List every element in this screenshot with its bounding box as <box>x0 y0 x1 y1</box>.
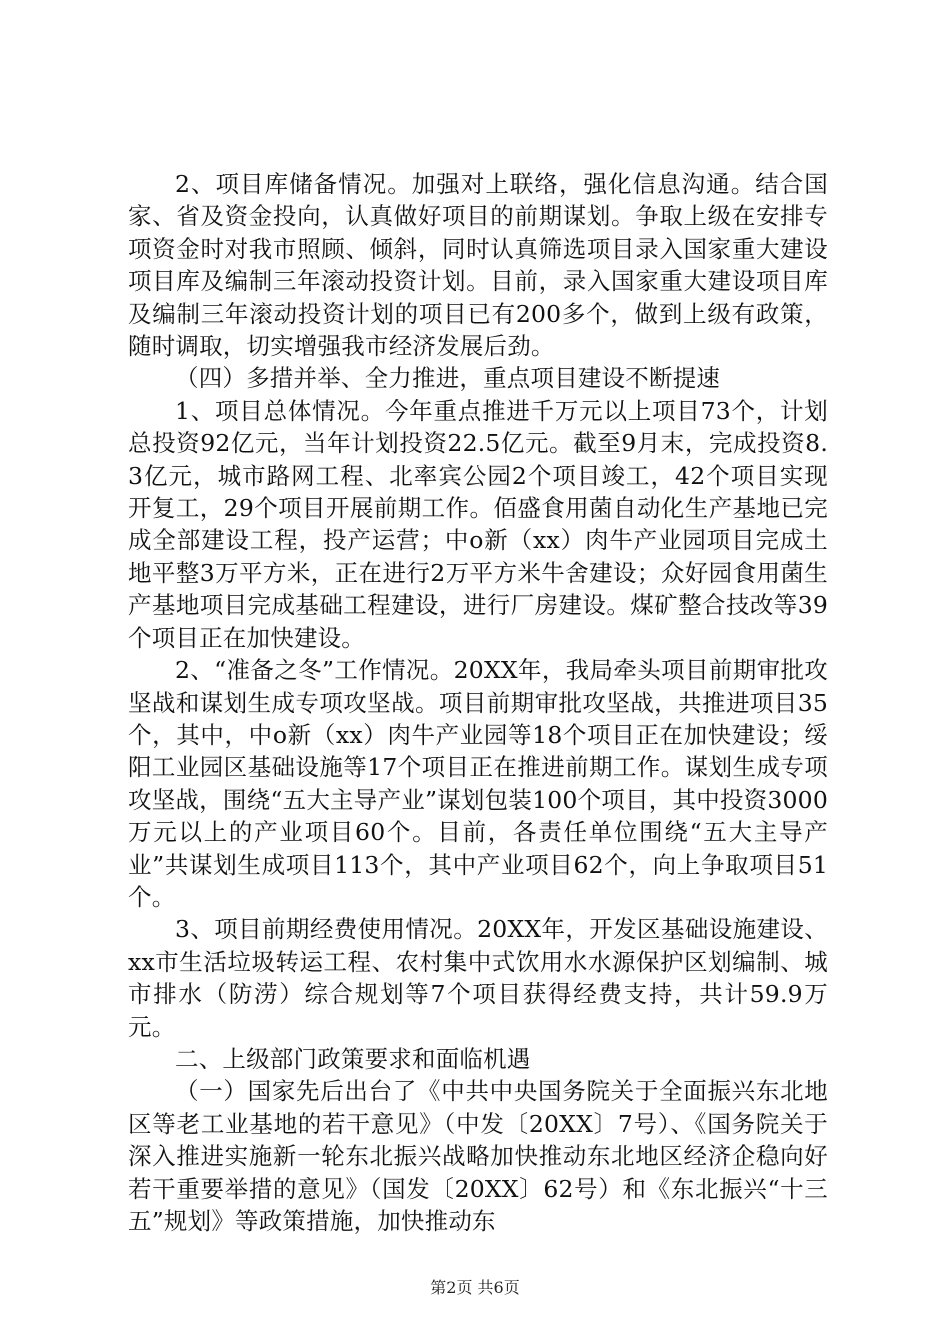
paragraph-preliminary-funds: 3、项目前期经费使用情况。20XX年，开发区基础设施建设、xx市生活垃圾转运工程、农村集中式饮用水水源保护区划编制、城市排水（防涝）综合规划等7个项目获得经费支持，共计59.9万元。 <box>128 915 828 1041</box>
paragraph-winter-preparation: 2、“准备之冬”工作情况。20XX年，我局牵头项目前期审批攻坚战和谋划生成专项攻坚战。项目前期审批攻坚战，共推进项目35个，其中，中o新（xx）肉牛产业园等18个项目正在加快建设；绥阳工业园区基础设施等17个项目正在推进前期工作。谋划生成专项攻坚战，围绕“五大主导产业”谋划包装100个项目，其中投资3000万元以上的产业项目60个。目前，各责任单位围绕“五大主导产业”共谋划生成项目113个，其中产业项目62个，向上争取项目51个。 <box>128 656 828 911</box>
page-footer: 第2页 共6页 <box>430 1278 520 1297</box>
paragraph-project-overview: 1、项目总体情况。今年重点推进千万元以上项目73个，计划总投资92亿元，当年计划投资22.5亿元。截至9月末，完成投资8.3亿元，城市路网工程、北率宾公园2个项目竣工，42个项目实现开复工，29个项目开展前期工作。佰盛食用菌自动化生产基地已完成全部建设工程，投产运营；中o新（xx）肉牛产业园项目完成土地平整3万平方米，正在进行2万平方米牛舍建设；众好园食用菌生产基地项目完成基础工程建设，进行厂房建设。煤矿整合技改等39个项目正在加快建设。 <box>128 396 828 652</box>
paragraph-project-reserve: 2、项目库储备情况。加强对上联络，强化信息沟通。结合国家、省及资金投向，认真做好项目的前期谋划。争取上级在安排专项资金时对我市照顾、倾斜，同时认真筛选项目录入国家重大建设项目库及编制三年滚动投资计划。目前，录入国家重大建设项目库及编制三年滚动投资计划的项目已有200多个，做到上级有政策，随时调取，切实增强我市经济发展后劲。 <box>128 170 828 361</box>
paragraph-national-policies: （一）国家先后出台了《中共中央国务院关于全面振兴东北地区等老工业基地的若干意见》（中发〔20XX〕7号）、《国务院关于深入推进实施新一轮东北振兴战略加快推动东北地区经济企稳向好若干重要举措的意见》（国发〔20XX〕62号）和《东北振兴“十三五”规划》等政策措施，加快推动东 <box>128 1077 828 1235</box>
section-heading-four: （四）多措并举、全力推进，重点项目建设不断提速 <box>175 364 721 393</box>
section-heading-two: 二、上级部门政策要求和面临机遇 <box>175 1044 531 1073</box>
document-body <box>128 168 828 1237</box>
